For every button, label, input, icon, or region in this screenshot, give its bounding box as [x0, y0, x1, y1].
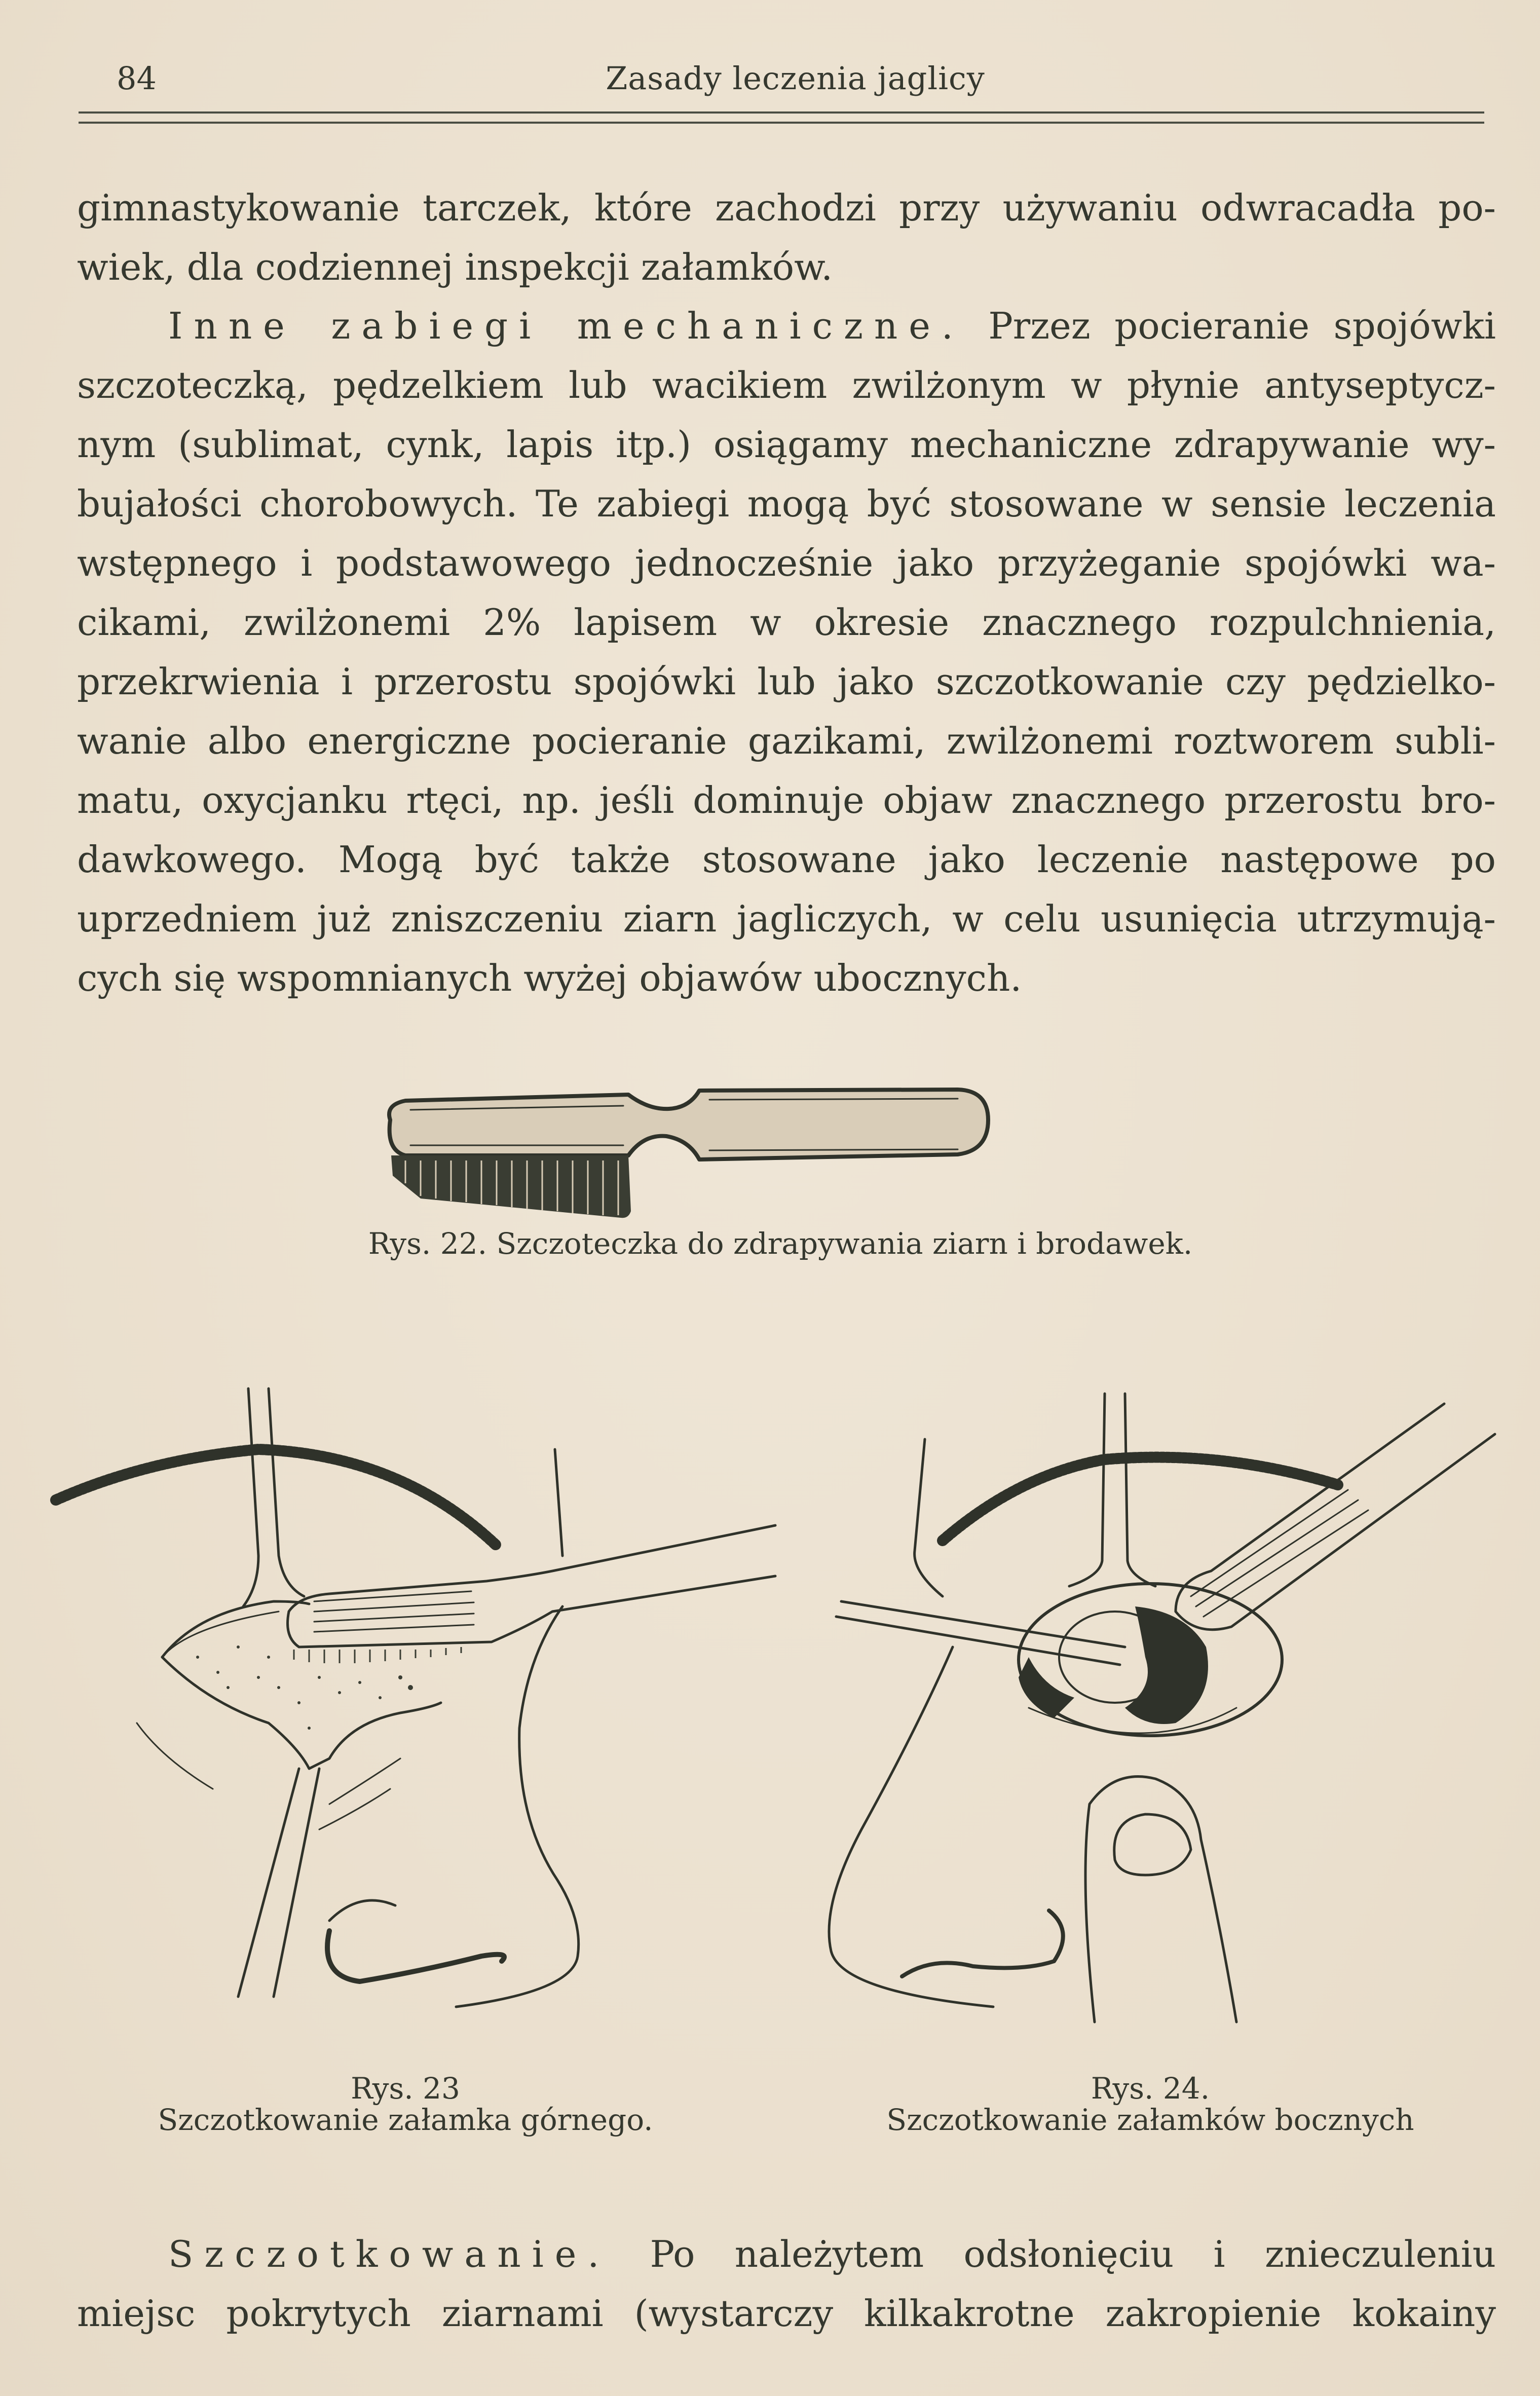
text-line: uprzedniem już zniszczeniu ziarn jagliczych, w celu usunięcia utrzymują-: [77, 897, 1496, 940]
text-line: wstępnego i podstawowego jednocześnie jako przyżeganie spojówki wa-: [77, 542, 1496, 584]
brush-bristles: [391, 1155, 631, 1218]
figure-22-caption: Rys. 22. Szczoteczka do zdrapywania ziarn i brodawek.: [368, 1226, 1193, 1261]
header-rule-top: [79, 111, 1484, 114]
spaced-heading: Szczotkowanie.: [168, 2233, 611, 2275]
header-rule-bottom: [79, 122, 1484, 124]
eye-upper-fold-illustration: [46, 1373, 780, 2042]
text-line: szczoteczką, pędzelkiem lub wacikiem zwilżonym w płynie antyseptycz-: [77, 364, 1496, 406]
figure-upper-fold-brushing: [46, 1373, 780, 2042]
text-line: gimnastykowanie tarczek, które zachodzi przy używaniu odwracadła po-: [77, 186, 1496, 229]
eye-lateral-fold-illustration: [791, 1373, 1525, 2042]
text-line: cikami, zwilżonemi 2% lapisem w okresie znacznego rozpulchnienia,: [77, 601, 1496, 644]
running-head: [117, 60, 1474, 105]
shaded-conjunctiva: [1019, 1606, 1208, 1724]
running-title: Zasady leczenia jaglicy: [606, 60, 985, 97]
brush-illustration: [375, 1074, 1166, 1226]
text-line: wanie albo energiczne pocieranie gazikami, zwilżonemi roztworem subli-: [77, 720, 1496, 762]
figure-24-caption: [831, 2073, 1470, 2136]
text-line: matu, oxycjanku rtęci, np. jeśli dominuje objaw znacznego przerostu bro-: [77, 779, 1496, 821]
text-line: dawkowego. Mogą być także stosowane jako leczenie następowe po: [77, 838, 1496, 881]
figure-24-title: Szczotkowanie załamków bocznych: [886, 2103, 1414, 2137]
figure-brush: [375, 1074, 1166, 1226]
paragraph-continuation: [77, 178, 1496, 297]
figure-lateral-fold-brushing: [791, 1373, 1525, 2042]
text-line: Inne zabiegi mechaniczne. Przez pocieranie spojówki: [168, 305, 1496, 347]
figure-23-label: Rys. 23: [351, 2071, 460, 2106]
text-line: cych się wspomnianych wyżej objawów ubocznych.: [77, 957, 1022, 999]
text-line: przekrwienia i przerostu spojówki lub jako szczotkowanie czy pędzielko-: [77, 660, 1496, 703]
spaced-heading: Inne zabiegi mechaniczne.: [168, 305, 964, 347]
text-line: Szczotkowanie. Po należytem odsłonięciu i znieczuleniu: [168, 2233, 1496, 2275]
text-line: nym (sublimat, cynk, lapis itp.) osiągamy mechaniczne zdrapywanie wy-: [77, 423, 1496, 466]
page-number: 84: [117, 60, 157, 97]
paragraph-brushing: [77, 2225, 1496, 2343]
figure-24-label: Rys. 24.: [1091, 2071, 1210, 2106]
text-line: miejsc pokrytych ziarnami (wystarczy kilkakrotne zakropienie kokainy: [77, 2292, 1496, 2335]
text-line: wiek, dla codziennej inspekcji załamków.: [77, 246, 833, 288]
figure-23-caption: [91, 2073, 720, 2136]
eyebrow: [943, 1457, 1338, 1541]
text-line: bujałości chorobowych. Te zabiegi mogą być stosowane w sensie leczenia: [77, 482, 1496, 525]
paragraph-mechanical-procedures: [77, 296, 1496, 1008]
figure-23-title: Szczotkowanie załamka górnego.: [158, 2103, 653, 2137]
